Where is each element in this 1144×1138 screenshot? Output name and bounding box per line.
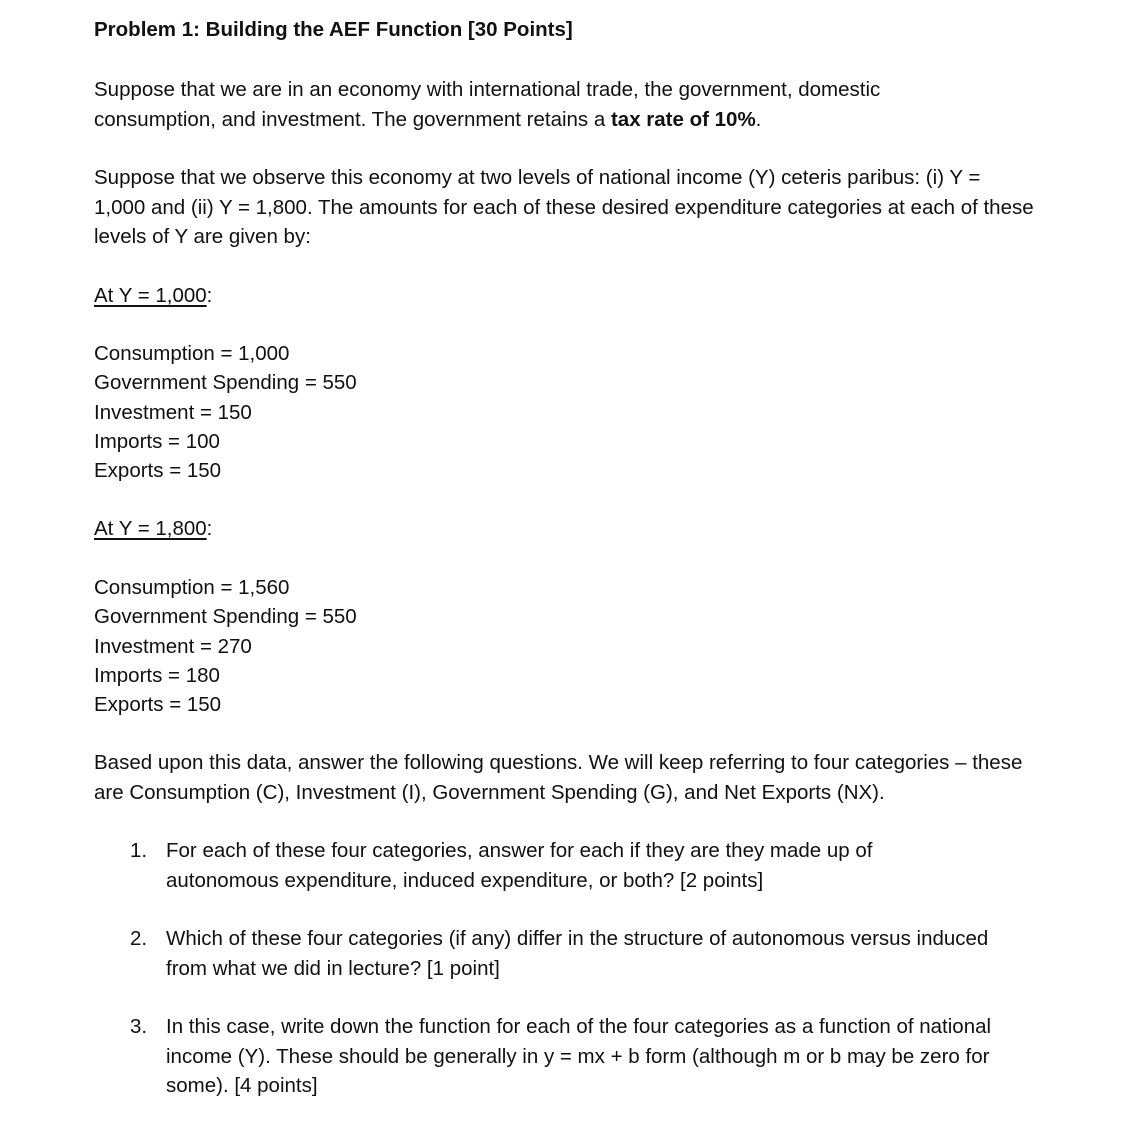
scenario-1-investment: Investment = 150: [94, 400, 252, 424]
scenario-1-exports: Exports = 150: [94, 459, 222, 483]
intro-period: .: [755, 107, 762, 131]
scenario-2-imports: Imports = 180: [94, 663, 220, 687]
question-text: In this case, write down the function for each of the four categories as a function of national income (Y). These should be generally in y = mx + b form (although m or b may be zero for some). [4 points]: [166, 1015, 992, 1098]
question-item: [94, 1012, 1046, 1101]
scenario-2-investment: Investment = 270: [94, 634, 252, 658]
scenario-1-heading: [94, 281, 1094, 311]
scenario-1-values: [94, 339, 1094, 485]
tax-rate-emphasis: tax rate of 10%: [610, 107, 756, 131]
scenario-1-consumption: Consumption = 1,000: [94, 342, 290, 365]
question-item: [94, 836, 956, 895]
scenario-2-consumption: Consumption = 1,560: [94, 575, 290, 599]
scenario-2-government-spending: Government Spending = 550: [94, 605, 357, 629]
question-item: [94, 924, 1016, 983]
problem-title: Problem 1: Building the AEF Function [30 Points]: [94, 18, 573, 41]
question-text: Which of these four categories (if any) differ in the structure of autonomous versus induced from what we did in lecture? [1 point]: [166, 927, 989, 980]
question-list: [94, 836, 1094, 1101]
bridge-paragraph: Based upon this data, answer the following questions. We will keep referring to four categories – these are Consumption (C), Investment (I), Government Spending (G), and Net Exports (NX).: [94, 751, 1023, 804]
scenario-2-values: [94, 573, 1094, 719]
question-text: For each of these four categories, answer for each if they are they made up of autonomous expenditure, induced expenditure, or both? [2 points]: [166, 839, 873, 892]
scenario-1-imports: Imports = 100: [94, 429, 220, 453]
document-page: [94, 14, 1094, 1130]
scenario-1-government-spending: Government Spending = 550: [94, 371, 357, 395]
scenario-1-heading-text: At Y = 1,000: [94, 283, 207, 307]
scenario-1-heading-colon: :: [206, 283, 213, 307]
scenario-2-heading: [94, 514, 1094, 544]
scenario-2-heading-text: At Y = 1,800: [94, 517, 207, 541]
intro-paragraph-1: [94, 75, 974, 134]
intro-text: Suppose that we are in an economy with international trade, the government, domestic consumption, and investment. The government retains a: [94, 78, 881, 131]
scenario-2-exports: Exports = 150: [94, 693, 222, 717]
question-number: 3.: [130, 1015, 148, 1039]
question-number: 1.: [130, 839, 148, 863]
question-number: 2.: [130, 927, 148, 951]
scenario-2-heading-colon: :: [206, 517, 213, 541]
intro-paragraph-2: Suppose that we observe this economy at two levels of national income (Y) ceteris paribus: (i) Y = 1,000 and (ii) Y = 1,800. The amounts for each of these desired expenditure categories at each of these levels of Y are given by:: [94, 166, 1034, 248]
